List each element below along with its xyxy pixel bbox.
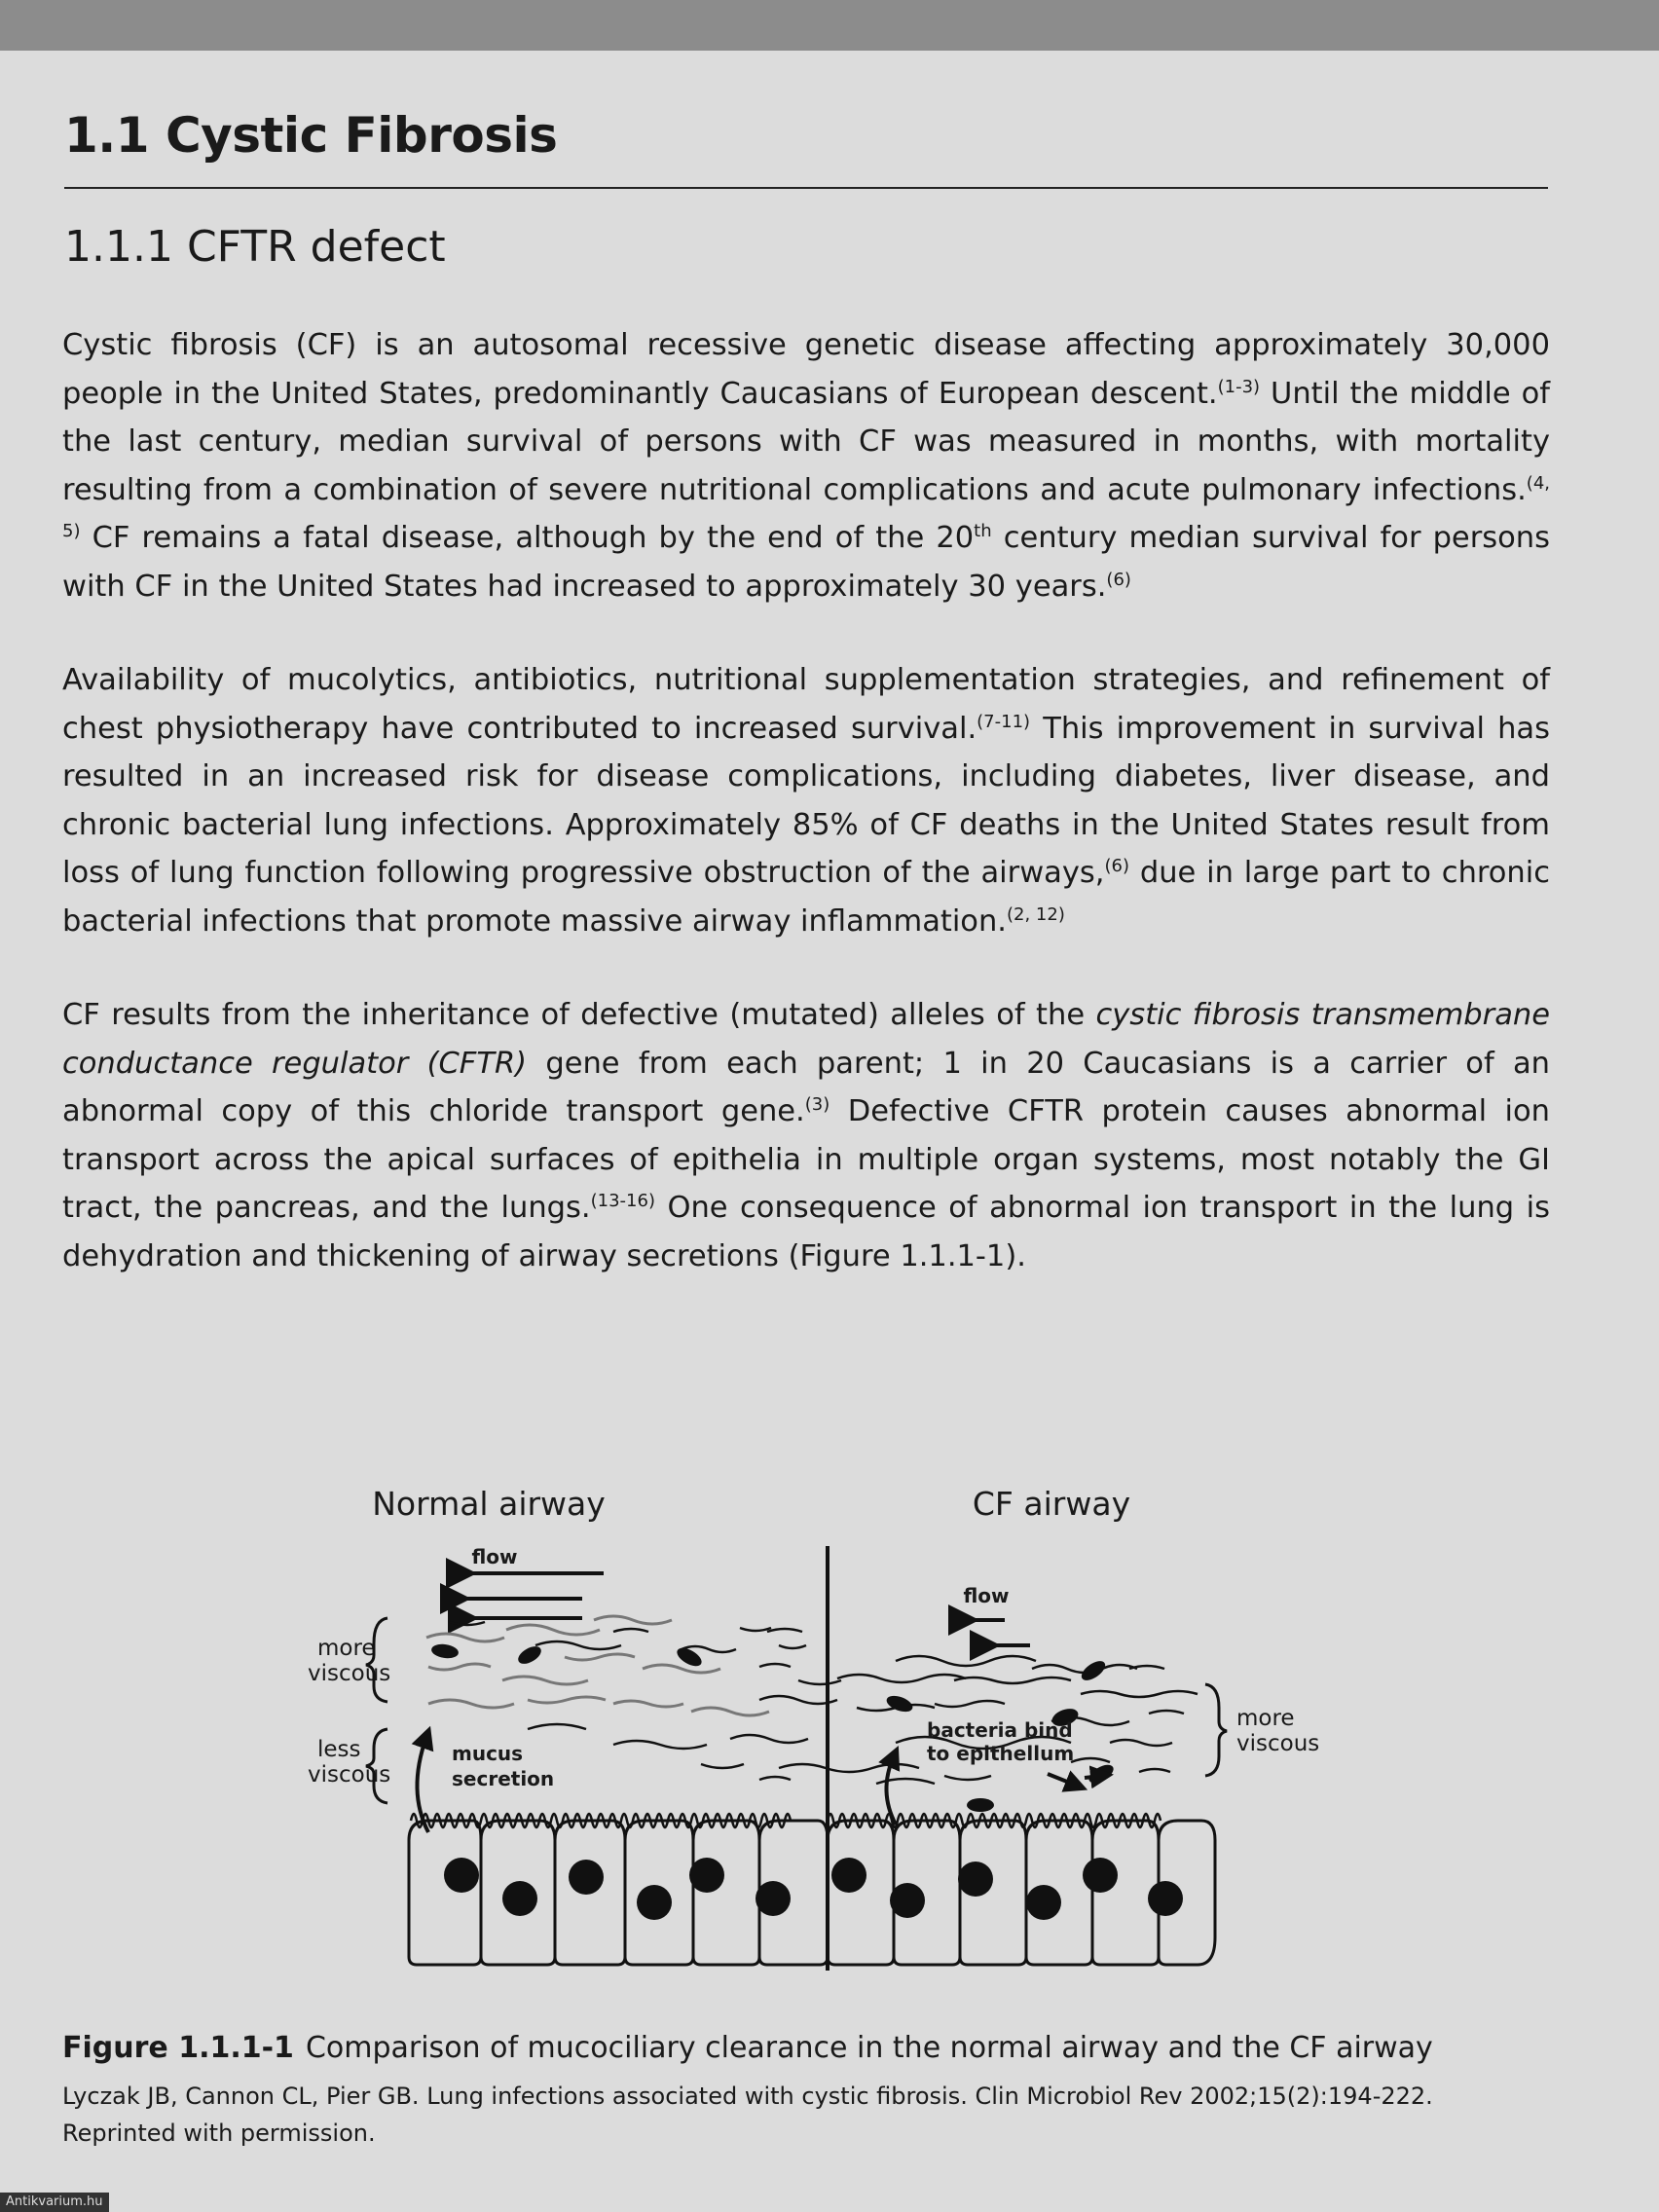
document-page [0,51,1659,2212]
figure-caption-title [62,2031,1581,2065]
p1-text-3: CF remains a fatal disease, although by the end of the 20 [80,521,975,555]
figure-citation [62,2078,1581,2152]
paragraph-2 [62,656,1550,945]
p3-text-3: Defective CFTR protein causes abnormal ion transport across the apical surfaces of epithelia in multiple organ systems, most notably the GI tract, the pancreas, and the lungs. [62,1094,1550,1225]
mucus-label-1: mucus [452,1742,524,1765]
section-title: 1.1.1 CFTR defect [64,222,446,272]
p3-text-1: CF results from the inheritance of defective (mutated) alleles of the [62,998,1096,1032]
paragraph-3 [62,991,1550,1280]
p1-ref-1: (1-3) [1217,376,1261,397]
p2-text-1: Availability of mucolytics, antibiotics, nutritional supplementation strategies, and refinement of chest physiotherapy have contributed to increased survival. [62,663,1550,746]
p2-ref-3: (2, 12) [1007,903,1065,925]
flow-label-cf: flow [963,1584,1010,1607]
citation-text: Lyczak JB, Cannon CL, Pier GB. Lung infections associated with cystic fibrosis. Clin Microbiol Rev 2002;15(2):194-222. [62,2083,1433,2110]
p2-ref-1: (7-11) [977,711,1031,732]
less-viscous-2: viscous [308,1762,391,1788]
bacteria-label-1: bacteria bind [927,1718,1073,1742]
more-viscous-left-2: viscous [308,1661,391,1686]
permission-text: Reprinted with permission. [62,2120,376,2147]
p1-text-2: Until the middle of the last century, median survival of persons with CF was measured in months, with mortality resulting from a combination of severe nutritional complications and acute pulmonary infections. [62,376,1551,507]
p1-ordinal: th [974,520,992,541]
mucus-layer-normal-upper [426,1616,769,1715]
normal-airway-title: Normal airway [372,1485,606,1523]
figure-label: Figure 1.1.1-1 [62,2031,294,2065]
brace-more-viscous-right [1205,1684,1227,1776]
p1-text-4: century median survival for persons with CF in the United States had increased to approximately 30 years. [62,521,1551,604]
more-viscous-left-1: more [317,1636,376,1661]
title-rule [64,187,1548,189]
p1-ref-2: (4, 5) [62,472,1550,541]
flow-arrows-cf [972,1620,1030,1645]
p2-text-3: due in large part to chronic bacterial infections that promote massive airway inflammation. [62,856,1551,939]
p3-ref-1: (3) [804,1093,830,1115]
more-viscous-right-2: viscous [1236,1731,1320,1756]
figure-caption-text: Comparison of mucociliary clearance in the normal airway and the CF airway [305,2031,1433,2065]
watermark: Antikvarium.hu [0,2193,109,2212]
paragraph-1 [62,321,1550,610]
flow-arrows-normal [463,1573,604,1618]
mucus-layer-normal-dark [450,1622,806,1667]
airway-figure [273,1412,1344,1996]
mucus-label-2: secretion [452,1767,555,1790]
mucus-layer-normal-lower [528,1724,791,1780]
airway-diagram [273,1412,1344,1996]
p3-text-4: One consequence of abnormal ion transport in the lung is dehydration and thickening of airway secretions (Figure 1.1.1-1). [62,1191,1551,1273]
cf-airway-title: CF airway [972,1485,1131,1523]
p1-ref-3: (6) [1106,569,1131,590]
p1-text-1: Cystic fibrosis (CF) is an autosomal recessive genetic disease affecting approximately 30,000 people in the United States, predominantly Caucasians of European descent. [62,328,1550,411]
p3-gene-name: cystic fibrosis transmembrane conductance regulator (CFTR) [62,998,1550,1081]
bacteria-label-2: to epithellum [927,1742,1075,1765]
p3-text-2: gene from each parent; 1 in 20 Caucasians is a carrier of an abnormal copy of this chloride transport gene. [62,1046,1550,1128]
chapter-title: 1.1 Cystic Fibrosis [64,107,558,164]
p2-text-2: This improvement in survival has resulted in an increased risk for disease complications, including diabetes, liver disease, and chronic bacterial lung infections. Approximately 85% of CF deaths in the United States result from loss of lung function following progressive obstruction of the airways, [62,711,1550,890]
less-viscous-1: less [317,1737,361,1762]
p3-ref-2: (13-16) [590,1190,655,1211]
p2-ref-2: (6) [1104,855,1129,876]
flow-label-normal: flow [471,1545,518,1568]
more-viscous-right-1: more [1236,1706,1295,1731]
